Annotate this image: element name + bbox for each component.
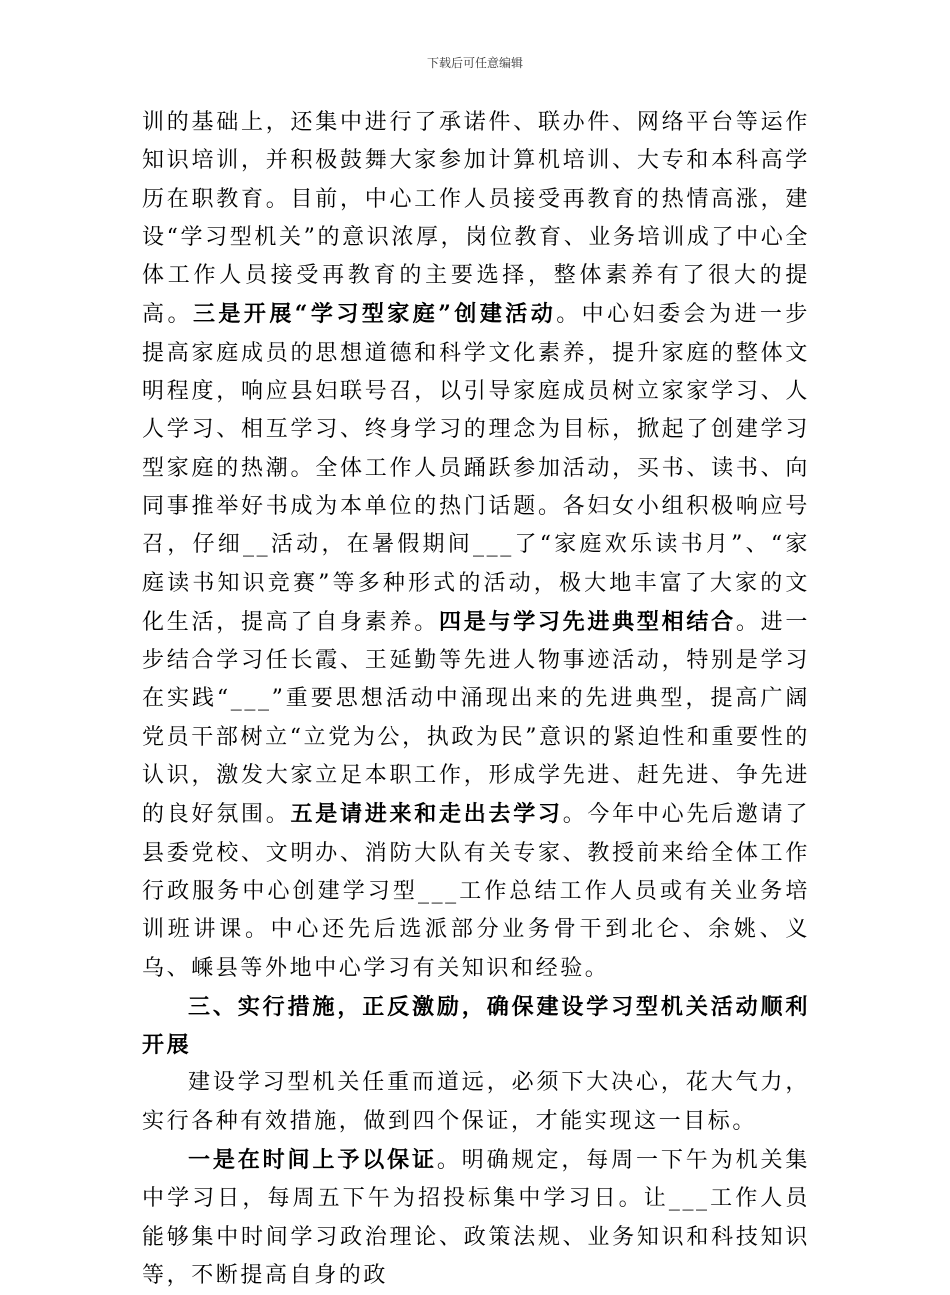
text-segment: 。进一步结合学习任长霞、王延勤等先进人物事迹活动，特别是学习在实践“___”重要思想活动中涌现出来的先进典型，提高广阔党员干部树立“立党为公，执政为民”意识的紧迫性和重要性的认识，激发大家立足本职工作，形成学先进、赶先进、争先进的良好氛围。 [142,609,810,828]
text-segment: 训的基础上，还集中进行了承诺件、联办件、网络平台等运作知识培训，并积极鼓舞大家参加计算机培训、大专和本科高学历在职教育。目前，中心工作人员接受再教育的热情高涨，建设“学习型机关”的意识浓厚，岗位教育、业务培训成了中心全体工作人员接受再教育的主要选择，整体素养有了很大的提高。 [142,110,810,328]
bold-point-four: 四是与学习先进典型相结合 [438,608,736,635]
bold-point-one: 一是在时间上予以保证 [188,1147,437,1174]
section-heading-three: 三、实行措施，正反激励，确保建设学习型机关活动顺利开展 [142,993,810,1059]
text-segment: 。今年中心先后邀请了县委党校、文明办、消防大队有关专家、教授前来给全体工作行政服务中心创建学习型___工作总结工作人员或有关业务培训班讲课。中心还先后选派部分业务骨干到北仑、余姚、义乌、嵊县等外地中心学习有关知识和经验。 [142,802,810,981]
paragraph-learning-activities [142,104,810,988]
paragraph-time-guarantee [142,1141,810,1295]
text-segment: 。中心妇委会为进一步提高家庭成员的思想道德和科学文化素养，提升家庭的整体文明程度，响应县妇联号召，以引导家庭成员树立家家学习、人人学习、相互学习、终身学习的理念为目标，掀起了创建学习型家庭的热潮。全体工作人员踊跃参加活动，买书、读书、向同事推举好书成为本单位的热门话题。各妇女小组积极响应号召，仔细__活动，在暑假期间___了“家庭欢乐读书月”、“家庭读书知识竞赛”等多种形式的活动，极大地丰富了大家的文化生活，提高了自身素养。 [142,302,810,635]
text-segment: 。明确规定，每周一下午为机关集中学习日，每周五下午为招投标集中学习日。让___工作人员能够集中时间学习政治理论、政策法规、业务知识和科技知识等，不断提高自身的政 [142,1148,810,1288]
paragraph-intro-measures: 建设学习型机关任重而道远，必须下大决心，花大气力，实行各种有效措施，做到四个保证，才能实现这一目标。 [142,1070,810,1134]
bold-point-five: 五是请进来和走出去学习 [290,801,563,828]
page-header: 下载后可任意编辑 [426,56,523,70]
bold-point-three: 三是开展“学习型家庭”创建活动 [192,301,557,328]
document-body [142,104,810,1295]
